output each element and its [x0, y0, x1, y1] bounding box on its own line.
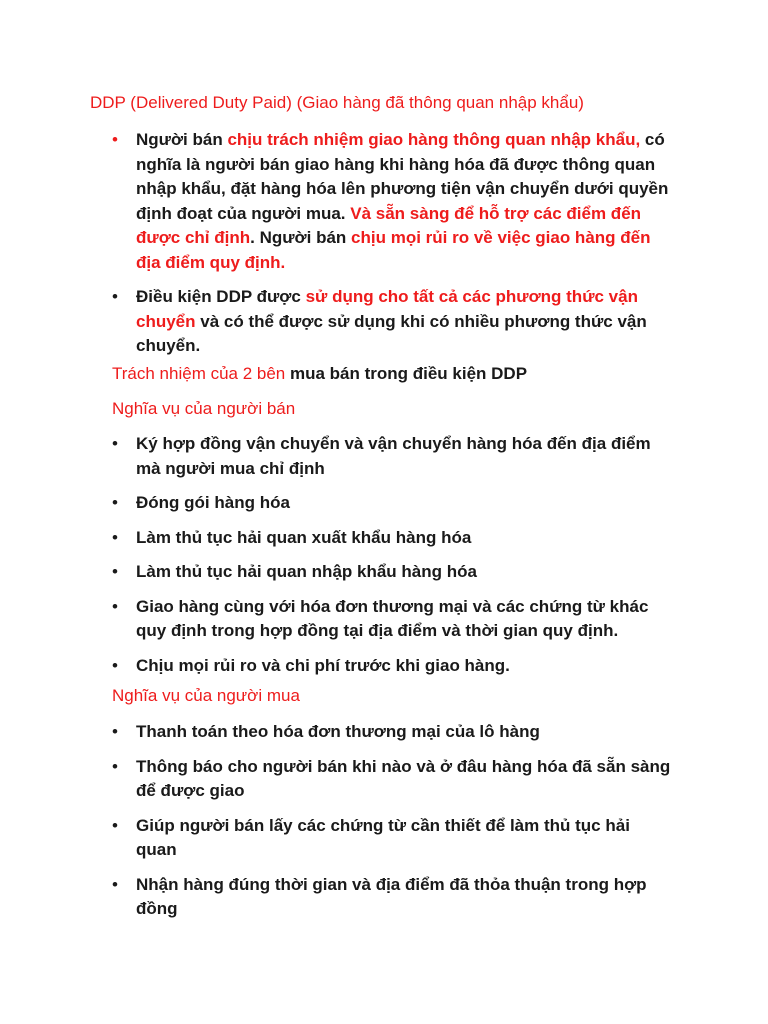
- list-item: • Giao hàng cùng với hóa đơn thương mại và các chứng từ khác quy định trong hợp đồng tại địa điểm và thời gian quy định.: [112, 596, 649, 640]
- buyer-obligations-list: [112, 720, 672, 922]
- intro-item-ddp-usage: • Điều kiện DDP được sử dụng cho tất cả các phương thức vận chuyển và có thể được sử dụng khi có nhiều phương thức vận chuyển.: [112, 287, 647, 355]
- bullet-icon: •: [112, 434, 118, 453]
- bullet-icon: •: [112, 722, 118, 741]
- list-item: • Đóng gói hàng hóa: [112, 491, 672, 516]
- bullet-icon: •: [112, 562, 118, 581]
- list-item: • Chịu mọi rủi ro và chi phí trước khi giao hàng.: [112, 654, 672, 679]
- list-item: • Thông báo cho người bán khi nào và ở đâu hàng hóa đã sẵn sàng để được giao: [112, 756, 671, 800]
- intro-item-seller-responsibility: • Người bán chịu trách nhiệm giao hàng thông quan nhập khẩu, có nghĩa là người bán giao hàng khi hàng hóa đã được thông quan nhập khẩu, đặt hàng hóa lên phương tiện vận chuyển dưới quyền định đoạt của người mua. Và sẵn sàng để hỗ trợ các điểm đến được chỉ định. Người bán chịu mọi rủi ro về việc giao hàng đến địa điểm quy định.: [112, 130, 669, 272]
- bullet-icon: •: [112, 655, 118, 675]
- bullet-icon: •: [112, 815, 118, 835]
- responsibility-heading: Trách nhiệm của 2 bên mua bán trong điều kiện DDP: [112, 364, 528, 383]
- bullet-icon: •: [112, 130, 118, 149]
- bullet-icon: •: [112, 287, 118, 306]
- document-title: DDP (Delivered Duty Paid) (Giao hàng đã thông quan nhập khẩu): [90, 93, 584, 112]
- seller-obligations-list: [112, 432, 672, 678]
- list-item: • Nhận hàng đúng thời gian và địa điểm đã thỏa thuận trong hợp đồng: [112, 874, 647, 918]
- list-item: • Ký hợp đồng vận chuyển và vận chuyển hàng hóa đến địa điểm mà người mua chỉ định: [112, 434, 651, 478]
- intro-list: [112, 128, 672, 359]
- bullet-icon: •: [112, 596, 118, 616]
- list-item: • Làm thủ tục hải quan xuất khẩu hàng hóa: [112, 526, 672, 551]
- bullet-icon: •: [112, 756, 118, 776]
- list-item: • Thanh toán theo hóa đơn thương mại của lô hàng: [112, 720, 672, 745]
- buyer-obligations-heading: Nghĩa vụ của người mua: [112, 686, 300, 705]
- bullet-icon: •: [112, 874, 118, 894]
- list-item: • Làm thủ tục hải quan nhập khẩu hàng hóa: [112, 560, 672, 585]
- bullet-icon: •: [112, 493, 118, 512]
- seller-obligations-heading: Nghĩa vụ của người bán: [112, 399, 296, 418]
- bullet-icon: •: [112, 527, 118, 547]
- list-item: • Giúp người bán lấy các chứng từ cần thiết để làm thủ tục hải quan: [112, 815, 630, 859]
